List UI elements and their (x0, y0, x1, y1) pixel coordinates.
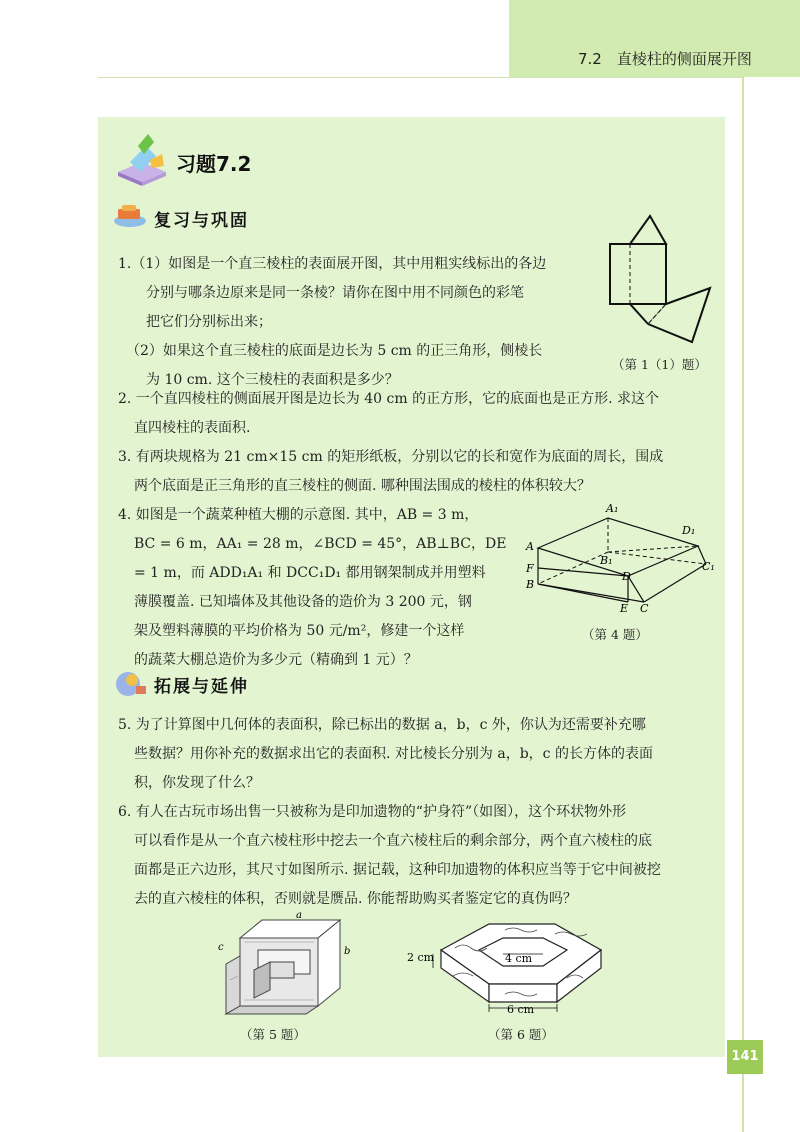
problem-6-line-1: 6. 有人在古玩市场出售一只被称为是印加遗物的“护身符”（如图），这个环状物外形 (118, 804, 627, 820)
label-2cm: 2 cm (407, 951, 435, 964)
review-icon (112, 203, 148, 229)
label-D1: D₁ (682, 524, 696, 537)
figure-6-amulet (405, 910, 615, 1020)
extend-icon (112, 668, 148, 698)
problem-6-line-3: 面都是正六边形，其尺寸如图所示. 据记载，这种印加遗物的体积应当等于它中间被挖 (134, 862, 661, 878)
problem-1-line-5: 为 10 cm. 这个三棱柱的表面积是多少？ (146, 372, 399, 388)
header-divider (98, 77, 744, 78)
label-c: c (218, 942, 224, 953)
problem-4-line-1: 4. 如图是一个蔬菜种植大棚的示意图. 其中，AB = 3 m， (118, 507, 479, 523)
problem-1-line-4: （2）如果这个直三棱柱的底面是边长为 5 cm 的正三角形，侧棱长 (126, 343, 543, 359)
figure-1-prism-net (600, 210, 720, 360)
label-C: C (640, 602, 649, 615)
problem-1-line-2: 分别与哪条边原来是同一条棱？请你在图中用不同颜色的彩笔 (146, 285, 524, 301)
label-6cm: 6 cm (507, 1003, 535, 1016)
label-C1: C₁ (702, 560, 715, 573)
problem-6-line-4: 去的直六棱柱的体积，否则就是赝品. 你能帮助购买者鉴定它的真伪吗？ (134, 891, 577, 907)
problem-4-line-6: 的蔬菜大棚总造价为多少元（精确到 1 元）？ (134, 652, 418, 668)
page-number: 141 (727, 1040, 763, 1074)
extend-subhead: 拓展与延伸 (154, 677, 249, 697)
problem-4-line-3: = 1 m，而 ADD₁A₁ 和 DCC₁D₁ 都用钢架制成并用塑料 (134, 565, 486, 581)
label-D: D (622, 570, 631, 583)
problem-5-line-3: 积，你发现了什么？ (134, 775, 260, 791)
figure-6-caption: （第 6 题） (488, 1027, 554, 1042)
problem-4-line-5: 架及塑料薄膜的平均价格为 50 元/m²，修建一个这样 (134, 623, 465, 639)
label-A: A (526, 540, 534, 553)
label-B: B (526, 578, 535, 591)
problem-6-line-2: 可以看作是从一个直六棱柱形中挖去一个直六棱柱后的剩余部分，两个直六棱柱的底 (134, 833, 652, 849)
problem-1-line-3: 把它们分别标出来； (146, 314, 272, 330)
label-E: E (620, 602, 629, 615)
chapter-header-title: 7.2 直棱柱的侧面展开图 (578, 50, 752, 68)
problem-5-line-1: 5. 为了计算图中几何体的表面积，除已标出的数据 a，b，c 外，你认为还需要补充哪 (118, 717, 646, 733)
problem-4-line-4: 薄膜覆盖. 已知墙体及其他设备的造价为 3 200 元，钢 (134, 594, 472, 610)
right-margin-line (742, 77, 744, 1132)
label-a: a (296, 910, 302, 921)
section-title: 习题7.2 (176, 152, 252, 176)
label-b: b (344, 946, 351, 957)
label-F: F (526, 562, 534, 575)
label-4cm: 4 cm (505, 952, 533, 965)
figure-5-solid (210, 910, 360, 1025)
figure-4-greenhouse (520, 498, 720, 628)
problem-3-line-1: 3. 有两块规格为 21 cm×15 cm 的矩形纸板，分别以它的长和宽作为底面的周长，围成 (118, 449, 664, 465)
figure-5-caption: （第 5 题） (240, 1027, 306, 1042)
problem-5-line-2: 些数据？用你补充的数据求出它的表面积. 对比棱长分别为 a，b，c 的长方体的表面 (134, 746, 653, 762)
label-B1: B₁ (600, 554, 613, 567)
review-subhead: 复习与巩固 (154, 211, 249, 231)
figure-4-caption: （第 4 题） (582, 627, 648, 642)
label-A1: A₁ (606, 502, 619, 515)
book-icon (112, 132, 170, 188)
figure-1-caption: （第 1（1）题） (612, 357, 707, 372)
problem-2-line-1: 2. 一个直四棱柱的侧面展开图是边长为 40 cm 的正方形，它的底面也是正方形. 求这个 (118, 391, 659, 407)
problem-4-line-2: BC = 6 m，AA₁ = 28 m，∠BCD = 45°，AB⊥BC，DE (134, 536, 507, 552)
problem-1-line-1: 1.（1）如图是一个直三棱柱的表面展开图，其中用粗实线标出的各边 (118, 256, 547, 272)
problem-2-line-2: 直四棱柱的表面积. (134, 420, 251, 436)
problem-3-line-2: 两个底面是正三角形的直三棱柱的侧面. 哪种围法围成的棱柱的体积较大？ (134, 478, 591, 494)
